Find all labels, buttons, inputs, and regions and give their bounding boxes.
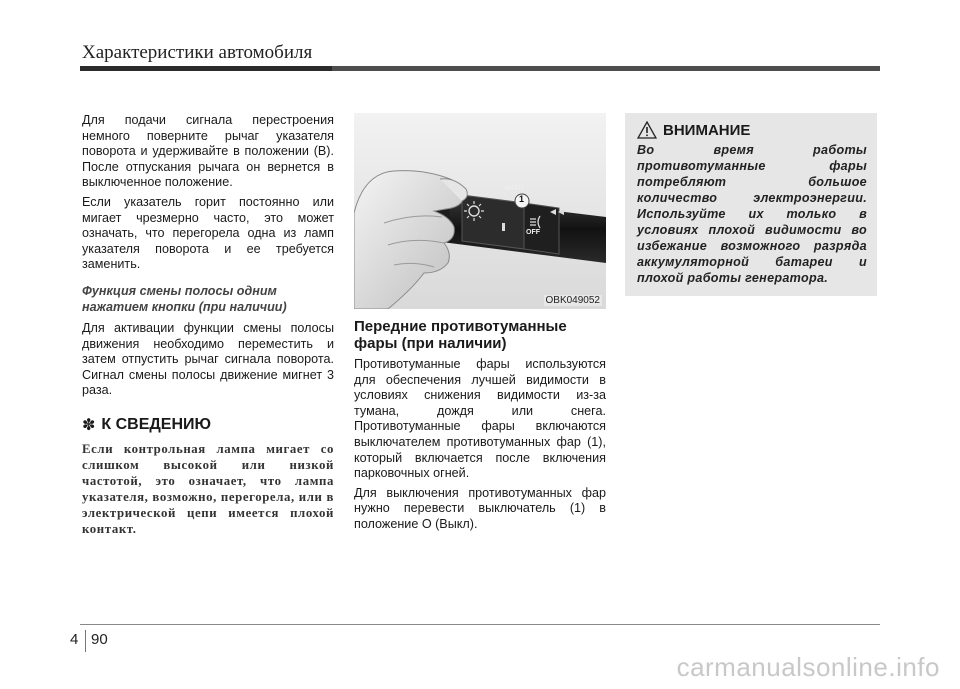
caution-heading (637, 121, 867, 139)
stalk-auto-label: AUTO (504, 185, 524, 192)
paragraph-one-touch-lane-change: Для активации функции смены полосы движения необходимо переместить и затем отпустить рычаг сигнала поворота. Сигнал смены полосы движение мигнет 3 раза. (82, 320, 334, 398)
caution-title: ВНИМАНИЕ (663, 121, 751, 139)
paragraph-fog-lights-use: Противотуманные фары используются для обеспечения лучшей видимости в условиях снижения видимости из-за тумана, дождя или снега. Противотуманные фары включаются выключателем противотуманных фар (1), который включается после включения парковочных огней. (354, 357, 606, 481)
paragraph-lane-change-signal: Для подачи сигнала перестроения немного поверните рычаг указателя поворота и удерживайте в положении (B). После отпускания рычага он вернется в выключенное положение. (82, 113, 334, 190)
stalk-off-label: OFF (526, 229, 540, 236)
warning-triangle-icon (637, 121, 657, 139)
paragraph-fast-blink: Если указатель горит постоянно или мигает чрезмерно часто, это может означать, что перегорела одна из ламп указателя поворота и ее требуется заменить. (82, 194, 334, 272)
caution-body: Во время работы противотуманные фары потребляют большое количество электроэнергии. Используйте их только в условиях плохой видимости во избежание возможного разряда аккумуляторной батареи и плохой работы генератора. (637, 143, 867, 285)
footer-separator (85, 630, 86, 652)
subheading-one-touch-lane-change: Функция смены полосы одним нажатием кнопки (при наличии) (82, 283, 287, 314)
fog-light-switch-photo (354, 113, 606, 309)
footer-page-number: 90 (91, 631, 108, 648)
footer-chapter-number: 4 (70, 631, 79, 648)
fog-switch-callout: 1 (519, 194, 525, 204)
column-left (82, 113, 334, 537)
paragraph-fog-lights-off: Для выключения противотуманных фар нужно перевести выключатель (1) в положение O (Выкл). (354, 485, 606, 531)
column-middle (354, 113, 606, 537)
information-heading (82, 415, 334, 435)
site-watermark: carmanualsonline.info (676, 652, 940, 682)
asterisk-icon: ✽ (82, 416, 96, 434)
information-body: Если контрольная лампа мигает со слишком высокой или низкой частотой, это означает, что лампа указателя, возможно, перегорела, или в электрической цепи имеется плохой контакт. (82, 441, 334, 536)
section-title-front-fog-lights: Передние противотуманные фары (при наличии) (354, 318, 567, 352)
hand-on-stalk-illustration (354, 113, 606, 309)
information-title: К СВЕДЕНИЮ (101, 415, 212, 433)
header-rule-accent (80, 66, 332, 71)
page-header-title: Характеристики автомобиля (82, 42, 313, 63)
footer-rule (80, 624, 880, 625)
photo-reference-code: OBK049052 (545, 295, 600, 306)
caution-box (625, 113, 877, 296)
column-right (625, 113, 877, 296)
